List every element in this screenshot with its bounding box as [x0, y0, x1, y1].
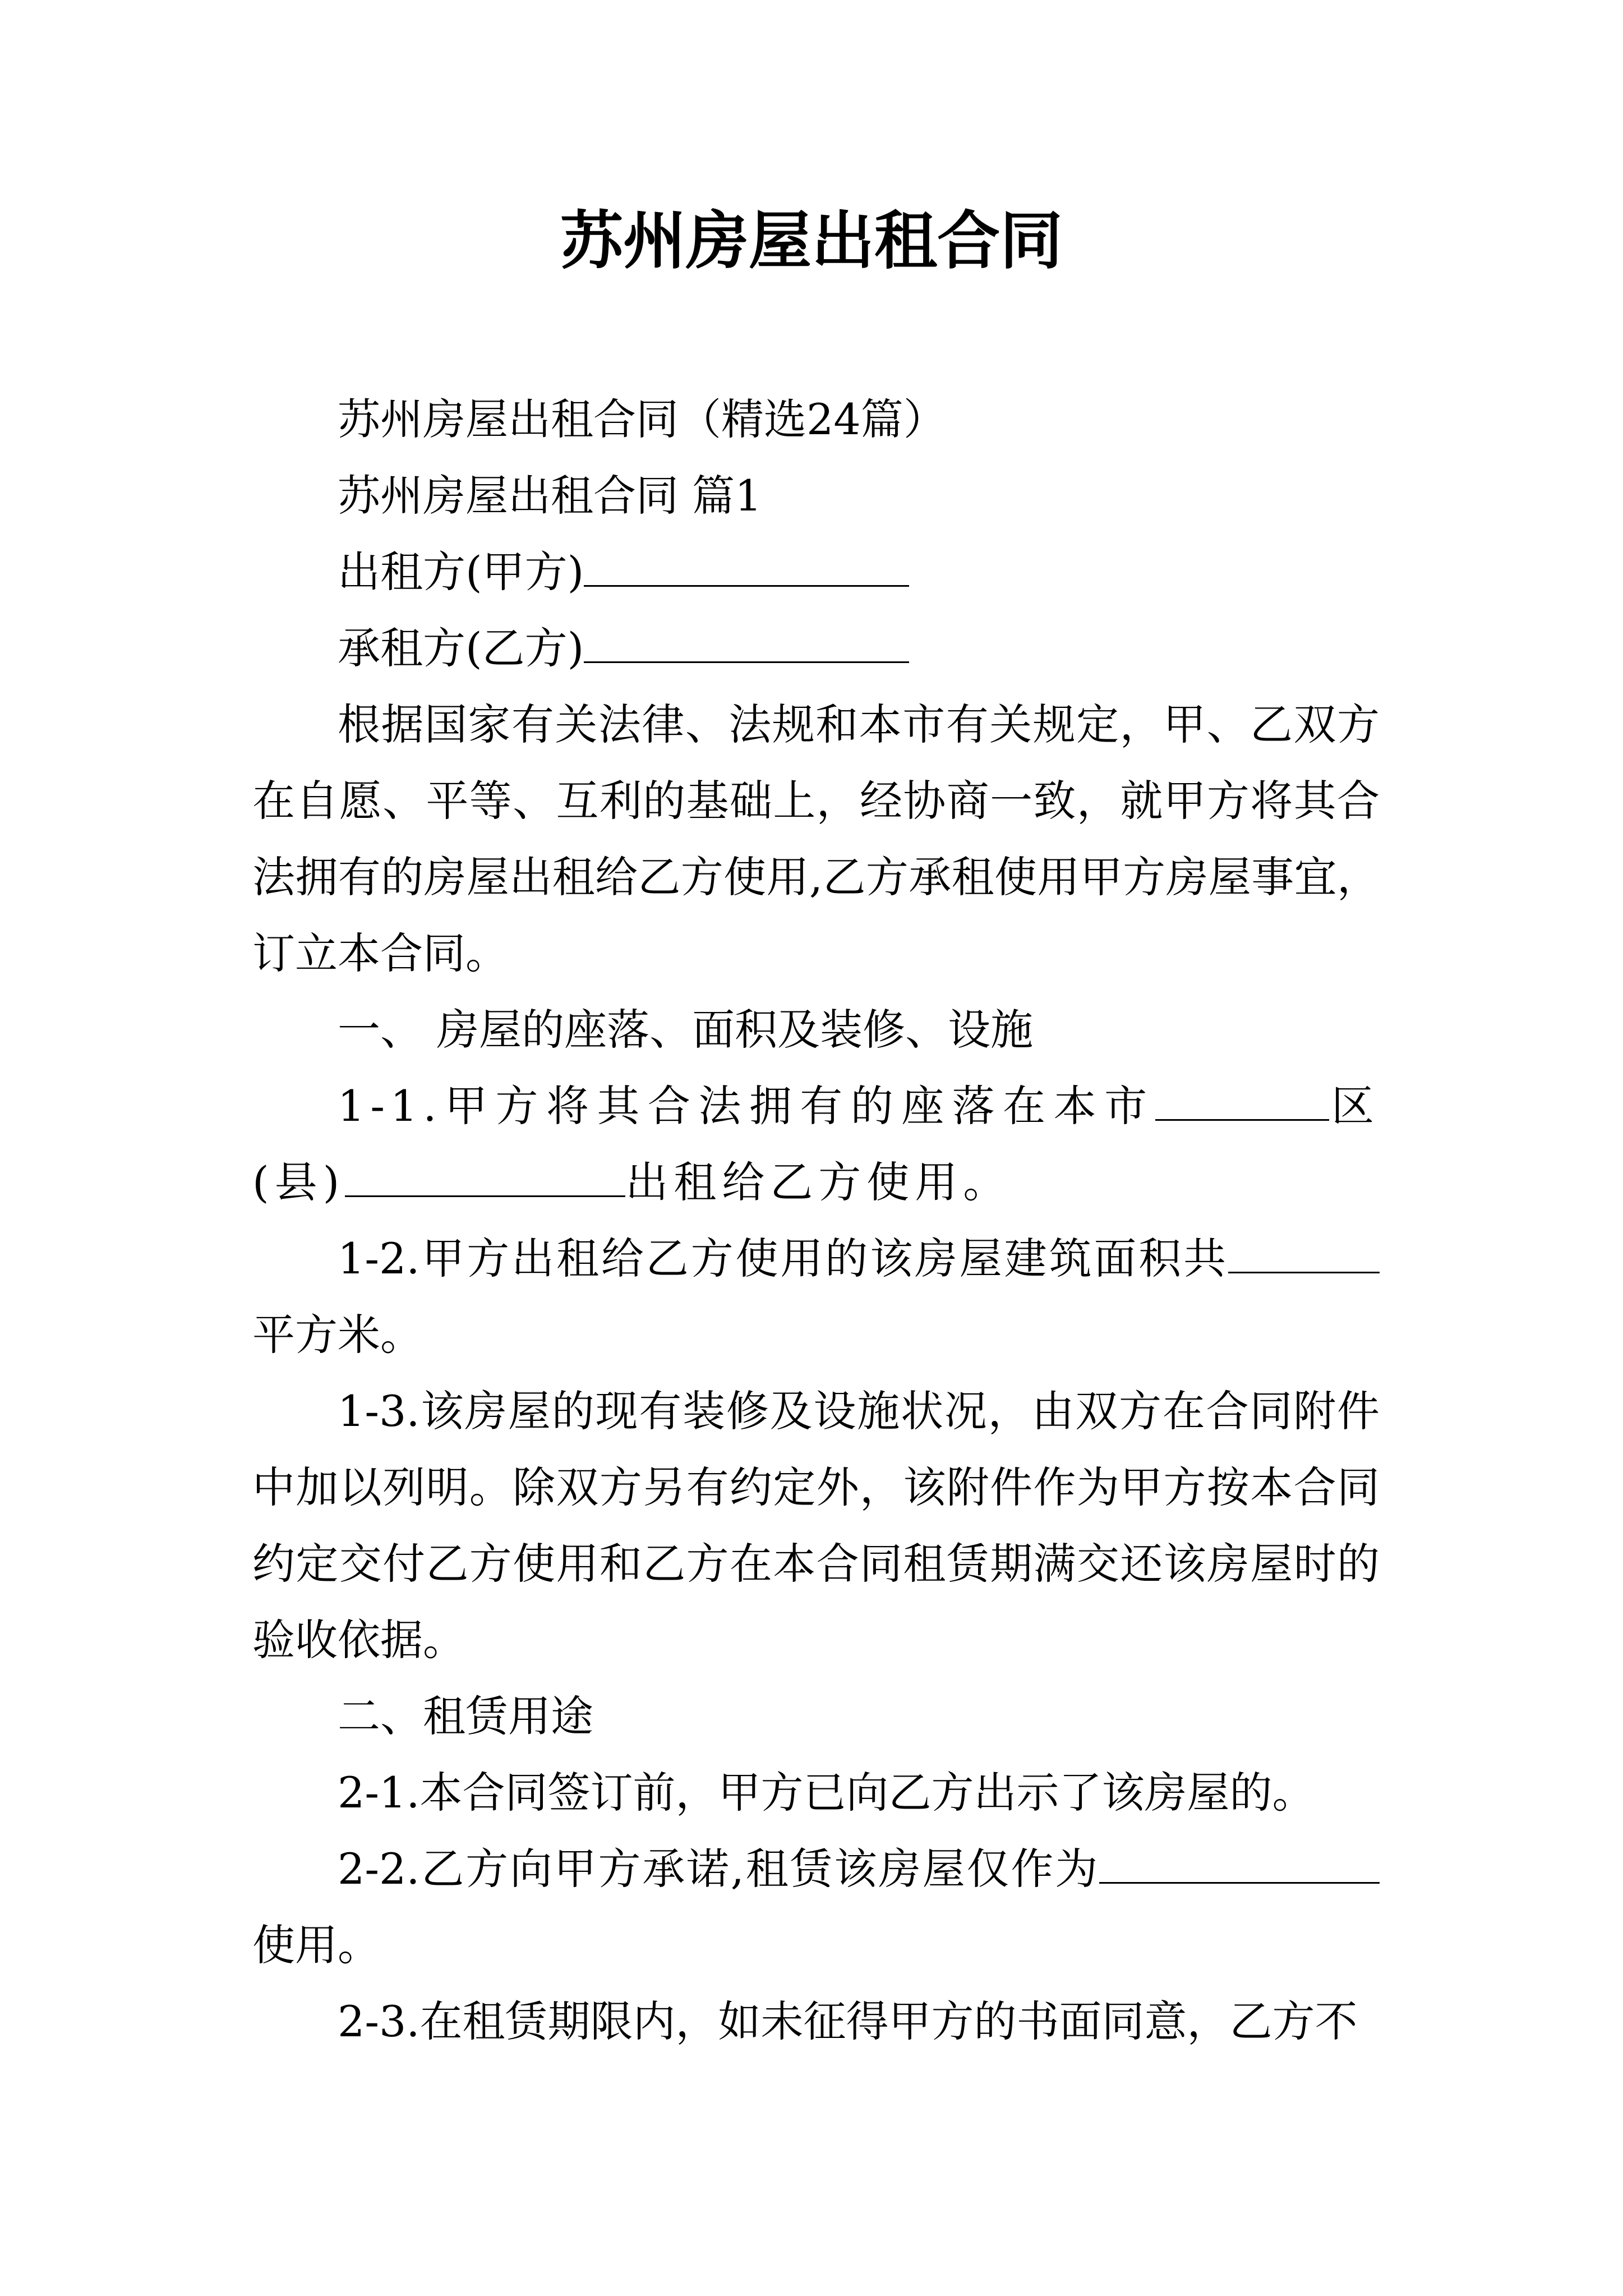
- district-blank: [1155, 1073, 1329, 1121]
- paragraph-article-heading: 苏州房屋出租合同 篇1: [338, 471, 762, 521]
- address-blank: [345, 1149, 625, 1197]
- paragraph-lessor: [252, 534, 1380, 610]
- clause-1-1-text-b: 区(县): [252, 1081, 1380, 1207]
- clause-2-2-text-b: 使用。: [252, 1920, 380, 1970]
- clause-1-1-text-a: 1-1.甲方将其合法拥有的座落在本市: [338, 1081, 1155, 1131]
- paragraph-clause-2-3: 2-3.在租赁期限内，如未征得甲方的书面同意，乙方不: [338, 1996, 1358, 2046]
- paragraph-clause-1-1: [252, 1068, 1380, 1221]
- paragraph-clause-1-2: [252, 1221, 1380, 1373]
- paragraph-subtitle: 苏州房屋出租合同（精选24篇）: [338, 394, 946, 444]
- document-body: [252, 381, 1380, 2060]
- paragraph-clause-2-1: 2-1.本合同签订前，甲方已向乙方出示了该房屋的。: [338, 1768, 1315, 1818]
- paragraph-preamble: 根据国家有关法律、法规和本市有关规定，甲、乙双方在自愿、平等、互利的基础上，经协商一致，就甲方将其合法拥有的房屋出租给乙方使用,乙方承租使用甲方房屋事宜，订立本合同。: [252, 700, 1380, 978]
- clause-2-2-text-a: 2-2.乙方向甲方承诺,租赁该房屋仅作为: [338, 1844, 1099, 1894]
- paragraph-section-one-heading: 一、 房屋的座落、面积及装修、设施: [338, 1005, 1034, 1055]
- document-title: 苏州房屋出租合同: [560, 204, 1063, 278]
- clause-1-1-text-c: 出租给乙方使用。: [625, 1157, 1012, 1207]
- clause-1-2-text-a: 1-2.甲方出租给乙方使用的该房屋建筑面积共: [338, 1234, 1228, 1283]
- paragraph-clause-1-3: 1-3.该房屋的现有装修及设施状况，由双方在合同附件中加以列明。除双方另有约定外，该附件作为甲方按本合同约定交付乙方使用和乙方在本合同租赁期满交还该房屋时的验收依据。: [252, 1386, 1380, 1665]
- lessee-blank: [584, 615, 909, 663]
- lessee-label: 承租方(乙方): [338, 623, 584, 673]
- usage-blank: [1099, 1836, 1380, 1884]
- paragraph-lessee: [252, 610, 1380, 687]
- lessor-label: 出租方(甲方): [338, 547, 584, 597]
- area-blank: [1228, 1226, 1380, 1273]
- paragraph-clause-2-2: [252, 1831, 1380, 1984]
- lessor-blank: [584, 539, 909, 587]
- clause-1-2-text-b: 平方米。: [252, 1310, 423, 1360]
- paragraph-section-two-heading: 二、租赁用途: [338, 1691, 593, 1741]
